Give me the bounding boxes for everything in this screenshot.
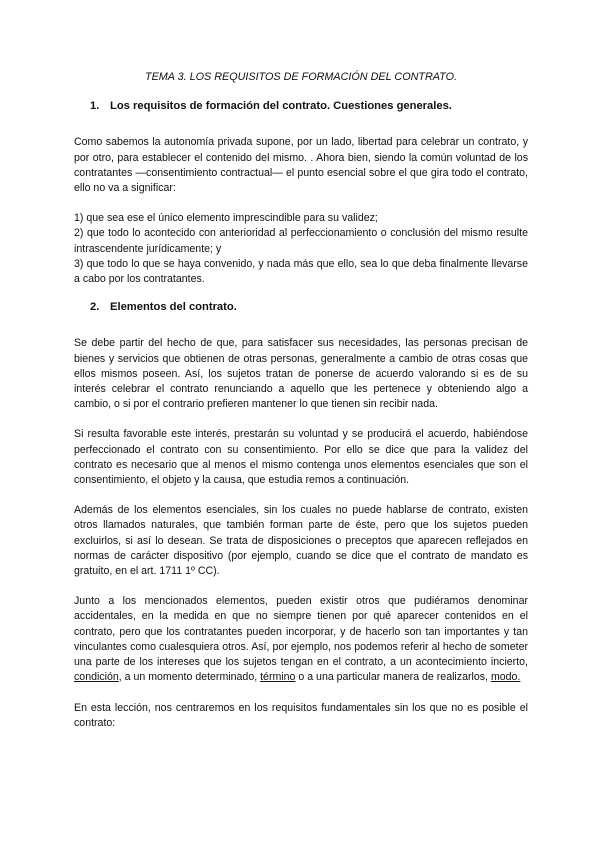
document-title: TEMA 3. LOS REQUISITOS DE FORMACIÓN DEL CONTRATO. — [145, 71, 457, 83]
section-2-paragraph-3: Además de los elementos esenciales, sin los cuales no puede hablarse de contrato, existen otros llamados naturales, que también forman parte de éste, pero que los sujetos pueden excluirlos, si así lo desean. Se trata de disposiciones o preceptos que aparecen reflejados en normas de carácter dispositivo (por ejemplo, cuando se dice que el contrato de mandato es gratuito, en el art. 1711 1º CC). — [74, 504, 528, 578]
section-1-heading-text: Los requisitos de formación del contrato. Cuestiones generales. — [110, 100, 452, 113]
section-2-paragraph-1: Se debe partir del hecho de que, para satisfacer sus necesidades, las personas precisan de bienes y servicios que obtienen de otras personas, generalmente a cambio de otras cosas que ellos mismos poseen. Así, los sujetos tratan de ponerse de acuerdo valorando si es de su interés celebrar el contrato renunciando a aquello que les pertenece y obteniendo algo a cambio, o si por el contrario prefieren mantener lo que tienen sin recibir nada. — [74, 337, 528, 411]
section-1-number: 1. — [90, 100, 100, 113]
section-2-heading-text: Elementos del contrato. — [110, 301, 237, 314]
paragraph-4-text-b: , a un momento determinado, — [118, 671, 261, 684]
section-2-paragraph-4 — [74, 594, 528, 685]
paragraph-4-text-c: o a una particular manera de realizarlos, — [295, 671, 491, 684]
termino-term: término — [260, 671, 296, 684]
paragraph-4-text-a: Junto a los mencionados elementos, pueden existir otros que pudiéramos denominar accidentales, en la medida en que no siempre tienen por qué aparecer contenidos en el contrato, pero que los contratantes pueden incorporar, y de hacerlo son tan importantes y tan vinculantes como cualesquiera otros. Así, por ejemplo, nos podemos referir al hecho de someter una parte de los intereses que los sujetos tengan en el contrato, a un acontecimiento incierto, — [74, 595, 528, 669]
section-2-number: 2. — [90, 301, 100, 314]
requirement-item-1: 1) que sea ese el único elemento imprescindible para su validez; — [74, 212, 378, 225]
section-2-paragraph-2: Si resulta favorable este interés, prestarán su voluntad y se producirá el acuerdo, habiéndose perfeccionado el contrato con su consentimiento. Por ello se dice que para la validez del contrato es necesario que al menos el mismo contenga unos elementos esenciales que son el consentimiento, el objeto y la causa, que estudia remos a continuación. — [74, 428, 528, 487]
section-2-paragraph-5: En esta lección, nos centraremos en los requisitos fundamentales sin los que no es posible el contrato: — [74, 701, 528, 729]
requirement-item-2: 2) que todo lo acontecido con anterioridad al perfeccionamiento o conclusión del mismo resulte intrascendente jurídicamente; y — [74, 227, 528, 255]
requirement-item-3: 3) que todo lo que se haya convenido, y nada más que ello, sea lo que deba finalmente llevarse a cabo por los contratantes. — [74, 257, 528, 286]
condicion-term: condición — [74, 671, 119, 684]
modo-term: modo. — [490, 671, 521, 684]
section-2-heading — [74, 300, 528, 315]
section-1-heading — [74, 99, 528, 114]
section-1-intro: Como sabemos la autonomía privada supone, por un lado, libertad para celebrar un contrato, y por otro, para establecer el contenido del mismo. . Ahora bien, siendo la común voluntad de los contratantes —consentimiento contractual— el punto esencial sobre el que gira todo el contrato, ello no va a significar: — [74, 136, 528, 195]
